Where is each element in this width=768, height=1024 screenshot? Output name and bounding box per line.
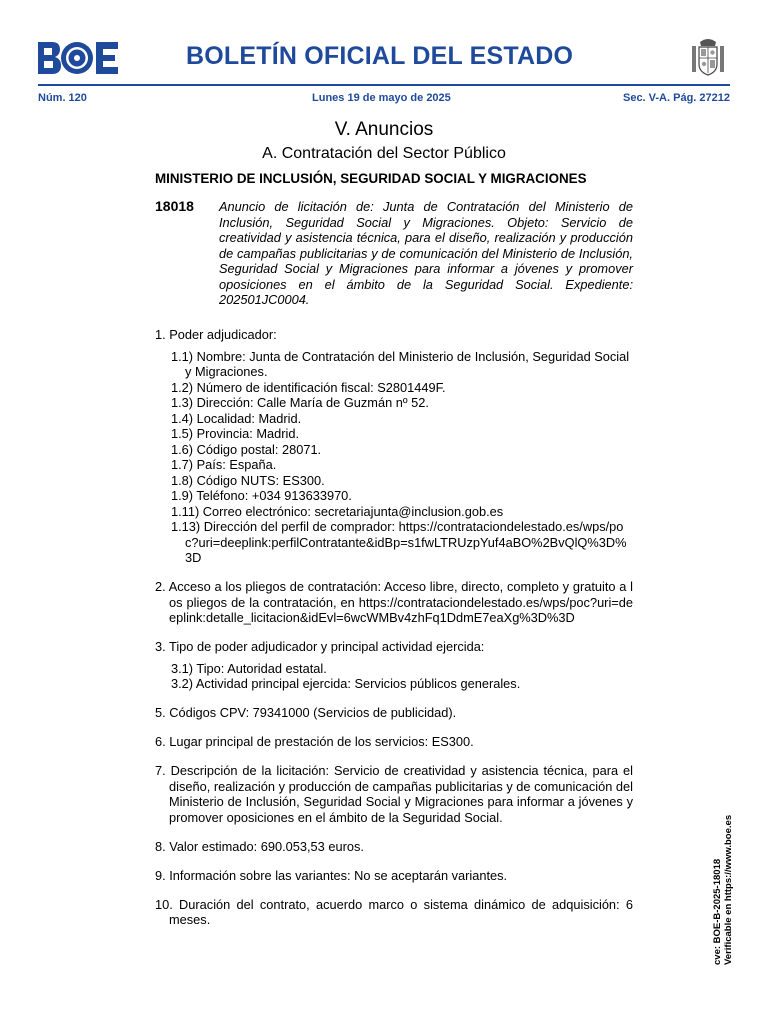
item-5: 5. Códigos CPV: 79341000 (Servicios de publicidad). [155,705,457,720]
item-1-1: 1.1) Nombre: Junta de Contratación del Ministerio de Inclusión, Seguridad Social y Migraciones. [171,348,630,379]
item-1-heading: 1. Poder adjudicador: [155,327,277,342]
item-3-1: 3.1) Tipo: Autoridad estatal. [171,660,327,676]
issue-date: Lunes 19 de mayo de 2025 [312,92,451,104]
item-1-5: 1.5) Provincia: Madrid. [171,426,300,441]
item-1-3: 1.3) Dirección: Calle María de Guzmán nº 52. [171,395,429,410]
item-10: 10. Duración del contrato, acuerdo marco o sistema dinámico de adquisición: 6 meses. [155,896,633,927]
item-1-details [155,349,633,566]
ministry-heading: MINISTERIO DE INCLUSIÓN, SEGURIDAD SOCIAL Y MIGRACIONES [155,171,587,186]
item-3-2: 3.2) Actividad principal ejercida: Servicios públicos generales. [171,676,521,691]
cve-code: cve: BOE-B-2025-18018 [712,858,723,965]
verify-url: Verificable en https://www.boe.es [723,814,734,965]
coat-of-arms-icon [688,36,728,78]
announcement-number: 18018 [155,198,194,214]
item-1-6: 1.6) Código postal: 28071. [171,441,322,457]
item-1-13: 1.13) Dirección del perfil de comprador: https://contrataciondelestado.es/wps/poc?uri=deeplink:perfilContratante&idBp=s1fwLTRUzpYuf4aBO%2BvQlQ%3D%3D [171,519,627,565]
issue-number: Núm. 120 [38,92,87,104]
item-1-9: 1.9) Teléfono: +034 913633970. [171,488,352,503]
item-9: 9. Información sobre las variantes: No se aceptarán variantes. [155,867,508,883]
section-page: Sec. V-A. Pág. 27212 [622,92,730,104]
bulletin-title: BOLETÍN OFICIAL DEL ESTADO [186,42,574,70]
item-8: 8. Valor estimado: 690.053,53 euros. [155,838,364,854]
announcement-summary: Anuncio de licitación de: Junta de Contratación del Ministerio de Inclusión, Seguridad Social y Migraciones. Objeto: Servicio de creatividad y asistencia técnica, para el diseño, realización y producción de campañas publicitarias y de comunicación del Ministerio de Inclusión, Seguridad Social y Migraciones para informar a jóvenes y promover oposiciones en el ámbito de la Seguridad Social. Expediente: 202501JC0004. [219,199,633,307]
section-title: V. Anuncios [334,119,434,140]
item-1-11: 1.11) Correo electrónico: secretariajunta@inclusion.gob.es [171,503,504,519]
subsection-title: A. Contratación del Sector Público [262,145,506,162]
item-3-details [155,661,633,692]
item-2: 2. Acceso a los pliegos de contratación: Acceso libre, directo, completo y gratuito a los pliegos de la contratación, en https://contrataciondelestado.es/wps/poc?uri=deeplink:detalle_licitacion&idEvl=6wcWMBv4zhFq1DdmE7eaXg%3D%3D [155,579,633,625]
announcement-body [155,327,633,941]
item-1-2: 1.2) Número de identificación fiscal: S2801449F. [171,379,446,395]
item-1-7: 1.7) País: España. [171,457,277,472]
item-6: 6. Lugar principal de prestación de los servicios: ES300. [155,734,474,749]
item-3-heading: 3. Tipo de poder adjudicador y principal actividad ejercida: [155,639,485,654]
item-1-4: 1.4) Localidad: Madrid. [171,410,302,426]
header-rule [38,84,730,86]
item-7: 7. Descripción de la licitación: Servicio de creatividad y asistencia técnica, para el diseño, realización y producción de campañas publicitarias y de comunicación del Ministerio de Inclusión, Seguridad Social y Migraciones para informar a jóvenes y promover oposiciones en el ámbito de la Seguridad Social. [155,763,633,825]
boe-logo [38,42,118,74]
item-1-8: 1.8) Código NUTS: ES300. [171,472,325,488]
cve-margin-note [712,765,734,965]
